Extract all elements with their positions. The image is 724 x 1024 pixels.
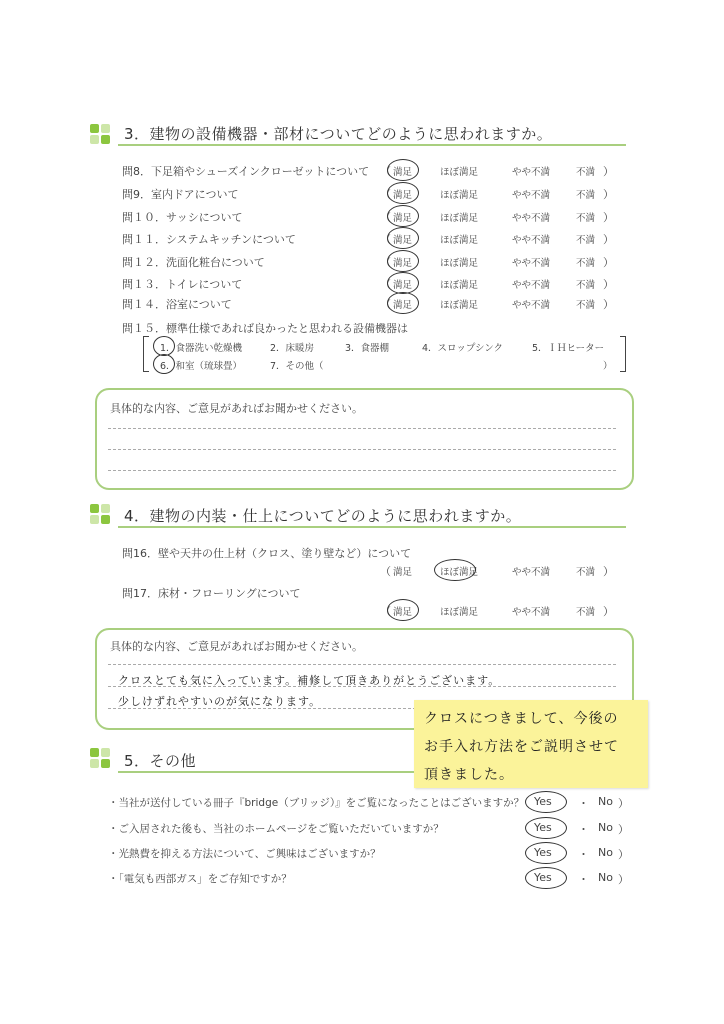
q17-label: 問17．床材・フローリングについて <box>122 587 301 600</box>
handwritten-comment-line-2: 少しけずれやすいのが気になります。 <box>118 695 322 708</box>
section-3-icon <box>90 124 112 146</box>
option-3: 不満 <box>576 300 596 311</box>
option-3: 不満 <box>576 258 596 269</box>
section-4-icon <box>90 504 112 526</box>
paren-open: （ <box>380 165 391 178</box>
q-row-label: 問9．室内ドアについて <box>122 188 239 201</box>
paren-open: （ <box>380 256 391 269</box>
section-4-underline <box>118 526 626 528</box>
paren-open: （ <box>380 605 391 618</box>
yes-circle <box>525 791 567 813</box>
option-2: やや不満 <box>512 300 551 311</box>
sticky-note-line-1: クロスにつきまして、今後の <box>424 711 619 727</box>
handwritten-comment-line-1: クロスとても気に入っています。補修して頂きありがとうございます。 <box>118 674 501 687</box>
selected-circle <box>387 272 419 294</box>
yes-option: Yes <box>534 795 552 808</box>
yn-separator: ・ <box>578 797 589 810</box>
yes-circle <box>525 867 567 889</box>
paren-open: （ <box>380 211 391 224</box>
q15-bracket-right <box>620 336 626 372</box>
option-2: やや不満 <box>512 567 551 578</box>
paren-open: （ <box>380 298 391 311</box>
option-2: やや不満 <box>512 167 551 178</box>
paren-close: ） <box>603 188 614 201</box>
yes-option: Yes <box>534 846 552 859</box>
paren-close: ） <box>603 605 614 618</box>
option-0: 満足 <box>393 607 413 618</box>
option-3: 不満 <box>576 213 596 224</box>
option-1: ほぼ満足 <box>440 300 479 311</box>
yes-option: Yes <box>534 821 552 834</box>
yn-question-label: ・当社が送付している冊子『bridge（ブリッジ）』をご覧になったことはございますか？ <box>108 797 525 809</box>
paren-open: （ <box>380 188 391 201</box>
paren-open: （ <box>380 233 391 246</box>
selected-circle <box>387 227 419 249</box>
option-1: ほぼ満足 <box>440 258 479 269</box>
sticky-note-line-2: お手入れ方法をご説明させて <box>424 739 619 755</box>
q16-label: 問16．壁や天井の仕上材（クロス、塗り壁など）について <box>122 547 412 560</box>
yn-separator: ・ <box>578 873 589 886</box>
no-option: No <box>598 871 613 884</box>
option-2: やや不満 <box>512 607 551 618</box>
q-row-label: 問１４．浴室について <box>122 298 232 311</box>
option-1: ほぼ満足 <box>440 167 479 178</box>
paren-close: ） <box>603 278 614 291</box>
option-3: 不満 <box>576 190 596 201</box>
option-3: 不満 <box>576 567 596 578</box>
no-option: No <box>598 821 613 834</box>
yn-close: ） <box>618 848 629 861</box>
option-1: ほぼ満足 <box>440 607 479 618</box>
q15-circle-6 <box>153 354 175 374</box>
yes-option: Yes <box>534 871 552 884</box>
q-row-label: 問１３．トイレについて <box>122 278 243 291</box>
section-4-comment-label: 具体的な内容、ご意見があればお聞かせください。 <box>110 640 363 653</box>
section-5-underline <box>118 771 414 773</box>
paren-close: ） <box>603 298 614 311</box>
section-3-title: 3．建物の設備機器・部材についてどのように思われますか。 <box>124 125 553 143</box>
section-4-title: 4．建物の内装・仕上についてどのように思われますか。 <box>124 507 522 525</box>
option-0: 満足 <box>393 300 413 311</box>
selected-circle <box>387 250 419 272</box>
yn-separator: ・ <box>578 823 589 836</box>
q15-item-7-close: ） <box>603 361 613 372</box>
option-2: やや不満 <box>512 258 551 269</box>
yn-question-label: ・ご入居された後も、当社のホームページをご覧いただいていますか？ <box>108 823 444 835</box>
option-0: 満足 <box>393 235 413 246</box>
yn-question-label: ・「電気も西部ガス」をご存知ですか？ <box>108 873 292 885</box>
option-3: 不満 <box>576 167 596 178</box>
q15-item-3: 3．食器棚 <box>345 343 390 354</box>
selected-circle <box>387 159 419 181</box>
selected-circle <box>387 599 419 621</box>
no-option: No <box>598 795 613 808</box>
section-3-comment-label: 具体的な内容、ご意見があればお聞かせください。 <box>110 402 363 415</box>
option-0: 満足 <box>393 167 413 178</box>
s3-comment-line-1 <box>108 428 616 429</box>
paren-open: （ <box>380 565 391 578</box>
option-3: 不満 <box>576 235 596 246</box>
q15-item-7: 7．その他（ <box>270 361 324 372</box>
selected-circle <box>387 182 419 204</box>
option-2: やや不満 <box>512 190 551 201</box>
selected-circle <box>387 205 419 227</box>
option-0: 満足 <box>393 567 413 578</box>
option-3: 不満 <box>576 607 596 618</box>
sticky-note-line-3: 頂きました。 <box>424 767 514 783</box>
option-3: 不満 <box>576 280 596 291</box>
no-option: No <box>598 846 613 859</box>
yn-close: ） <box>618 797 629 810</box>
paren-close: ） <box>603 256 614 269</box>
s3-comment-line-3 <box>108 470 616 471</box>
paren-close: ） <box>603 165 614 178</box>
section-3-underline <box>118 144 626 146</box>
q15-label: 問１５．標準仕様であれば良かったと思われる設備機器は <box>122 322 408 335</box>
option-0: 満足 <box>393 213 413 224</box>
q-row-label: 問１１．システムキッチンについて <box>122 233 296 246</box>
q15-item-4: 4．スロップシンク <box>422 343 504 354</box>
yn-question-label: ・光熱費を抑える方法について、ご興味はございますか？ <box>108 848 381 860</box>
option-0: 満足 <box>393 280 413 291</box>
paren-close: ） <box>603 565 614 578</box>
section-5-title: 5．その他 <box>124 752 197 770</box>
s4-comment-line-1 <box>108 664 616 665</box>
paren-open: （ <box>380 278 391 291</box>
yn-close: ） <box>618 873 629 886</box>
q-row-label: 問１０．サッシについて <box>122 211 243 224</box>
option-2: やや不満 <box>512 213 551 224</box>
q-row-label: 問１２．洗面化粧台について <box>122 256 265 269</box>
section-5-icon <box>90 748 112 770</box>
option-0: 満足 <box>393 190 413 201</box>
option-2: やや不満 <box>512 280 551 291</box>
yes-circle <box>525 817 567 839</box>
q15-item-6: 6．和室（琉球畳） <box>160 361 243 372</box>
option-0: 満足 <box>393 258 413 269</box>
q15-circle-1 <box>153 336 175 356</box>
option-1: ほぼ満足 <box>440 280 479 291</box>
selected-circle <box>434 559 479 581</box>
paren-close: ） <box>603 211 614 224</box>
yn-separator: ・ <box>578 848 589 861</box>
yn-close: ） <box>618 823 629 836</box>
paren-close: ） <box>603 233 614 246</box>
s3-comment-line-2 <box>108 449 616 450</box>
option-1: ほぼ満足 <box>440 190 479 201</box>
q15-item-5: 5．ＩＨヒーター <box>532 343 605 354</box>
option-2: やや不満 <box>512 235 551 246</box>
q-row-label: 問8．下足箱やシューズインクローゼットについて <box>122 165 370 178</box>
selected-circle <box>387 292 419 314</box>
q15-bracket-left <box>143 336 149 372</box>
option-1: ほぼ満足 <box>440 567 479 578</box>
q15-item-1: 1．食器洗い乾燥機 <box>160 343 243 354</box>
yes-circle <box>525 842 567 864</box>
option-1: ほぼ満足 <box>440 235 479 246</box>
q15-item-2: 2．床暖房 <box>270 343 315 354</box>
option-1: ほぼ満足 <box>440 213 479 224</box>
